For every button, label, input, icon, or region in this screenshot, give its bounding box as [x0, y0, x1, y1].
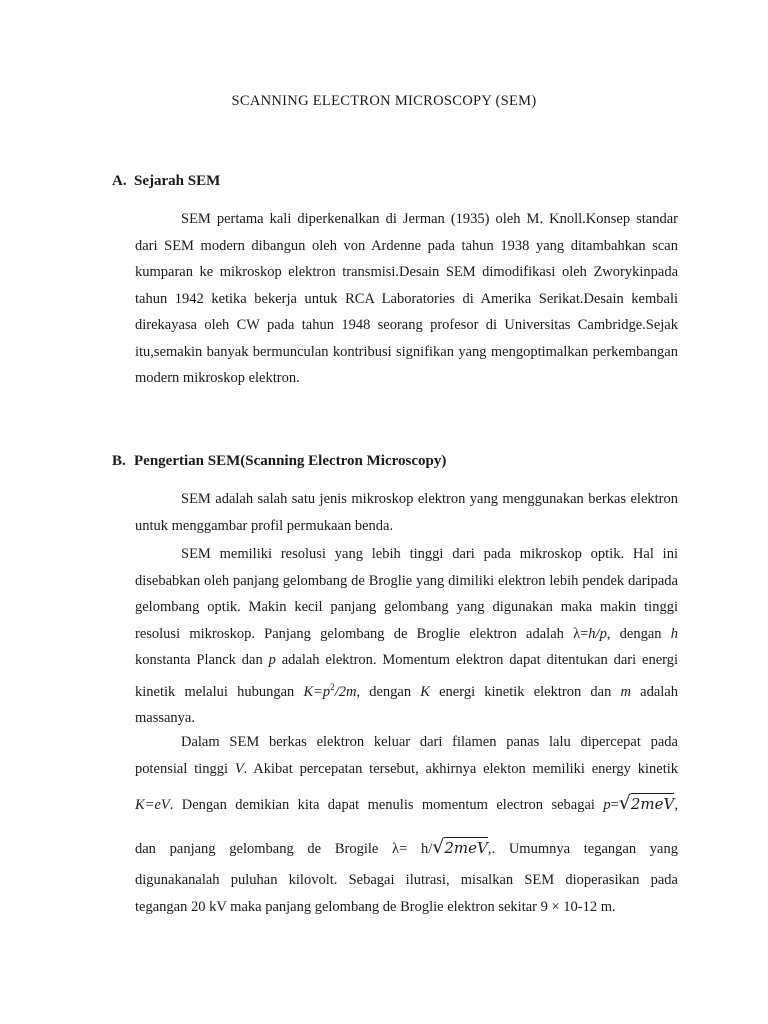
p2-formula-k-exponent: 2 — [330, 681, 335, 692]
section-a-title: Sejarah SEM — [134, 173, 221, 189]
p2-formula-k-end: /2m — [334, 683, 357, 700]
p3-symbol-v: V — [234, 761, 244, 777]
section-a-heading — [112, 173, 220, 190]
p3-line-2-start: potensial tinggi — [135, 761, 235, 777]
section-b-label: B. — [112, 453, 126, 469]
p2-text-2: , dengan — [606, 625, 671, 642]
section-b-paragraph-1: SEM adalah salah satu jenis mikroskop elektron yang menggunakan berkas elektron untuk menggambar profil permukaan benda. — [135, 491, 678, 534]
p3-line-3 — [135, 792, 678, 814]
p3-equals: = — [610, 797, 619, 813]
p2-symbol-h: h — [670, 625, 678, 642]
p3-line-4-start: dan panjang gelombang de Brogile λ= h/ — [135, 841, 433, 857]
p3-symbol-p: p — [603, 797, 611, 813]
section-b-paragraph-2 — [135, 541, 678, 731]
p2-formula-k-start: K=p — [303, 683, 331, 700]
p2-text-4: adalah elektron. Momentum elektron dapat ditentukan dari energi kinetik melalui hubungan — [135, 652, 678, 700]
p2-text-7: adalah massanya. — [135, 683, 678, 726]
p3-formula-k-ev: K=eV — [135, 797, 170, 813]
section-a-label: A. — [112, 173, 127, 189]
p3-radicand-2: 2meV — [444, 839, 488, 857]
p2-text-1: SEM memiliki resolusi yang lebih tinggi dari pada mikroskop optik. Hal ini disebabkan oleh panjang gelombang de Broglie yang dimiliki elektron lebih pendek daripada gelombang optik. Makin kecil panjang gelombang yang digunakan maka makin tinggi resolusi mikroskop. Panjang gelombang de Broglie elektron adalah λ= — [135, 546, 678, 642]
p2-text-5: , dengan — [356, 683, 421, 700]
section-b-title: Pengertian SEM(Scanning Electron Microscopy) — [134, 453, 447, 469]
p2-symbol-p: p — [268, 652, 276, 668]
p3-line-6: tegangan 20 kV maka panjang gelombang de Broglie elektron sekitar 9 × 10-12 m. — [135, 899, 616, 915]
p3-line-1: Dalam SEM berkas elektron keluar dari filamen panas lalu dipercepat pada — [181, 734, 678, 750]
p2-text-6: energi kinetik elektron dan — [429, 683, 621, 700]
p3-line-2 — [135, 761, 678, 778]
p2-formula-hp: h/p — [588, 625, 607, 642]
p3-radicand-1: 2meV — [630, 795, 675, 813]
section-a-paragraph: SEM pertama kali diperkenalkan di Jerman (1935) oleh M. Knoll.Konsep standar dari SEM modern dibangun oleh von Ardenne pada tahun 1938 yang ditambahkan scan kumparan ke mikroskop elektron transmisi.Desain SEM dimodifikasi oleh Zworykinpada tahun 1942 ketika bekerja untuk RCA Laboratories di Amerika Serikat.Desain kembali direkayasa oleh CW pada tahun 1948 seorang profesor di Universitas Cambridge.Sejak itu,semakin banyak bermunculan kontribusi signifikan yang mengoptimalkan perkembangan modern mikroskop elektron. — [135, 211, 678, 386]
p3-line-2-end: . Akibat percepatan tersebut, akhirnya elekton memiliki energy kinetik — [243, 761, 678, 777]
p3-line-3-text: . Dengan demikian kita dapat menulis momentum electron sebagai — [169, 797, 604, 813]
sqrt-symbol-2: √ — [432, 836, 445, 858]
p3-line-4-end: ,. Umumnya tegangan yang — [487, 841, 678, 857]
sqrt-symbol-1: √ — [618, 792, 631, 814]
section-b-heading — [112, 453, 446, 470]
p3-line-3-comma: , — [674, 797, 678, 813]
p3-line-5: digunakanalah puluhan kilovolt. Sebagai ilutrasi, misalkan SEM dioperasikan pada — [135, 872, 678, 888]
p2-text-3: konstanta Planck dan — [135, 652, 269, 668]
p2-symbol-k: K — [420, 683, 430, 700]
p3-line-4 — [135, 836, 678, 858]
p2-symbol-m: m — [620, 683, 631, 700]
page-title: SCANNING ELECTRON MICROSCOPY (SEM) — [231, 93, 537, 109]
